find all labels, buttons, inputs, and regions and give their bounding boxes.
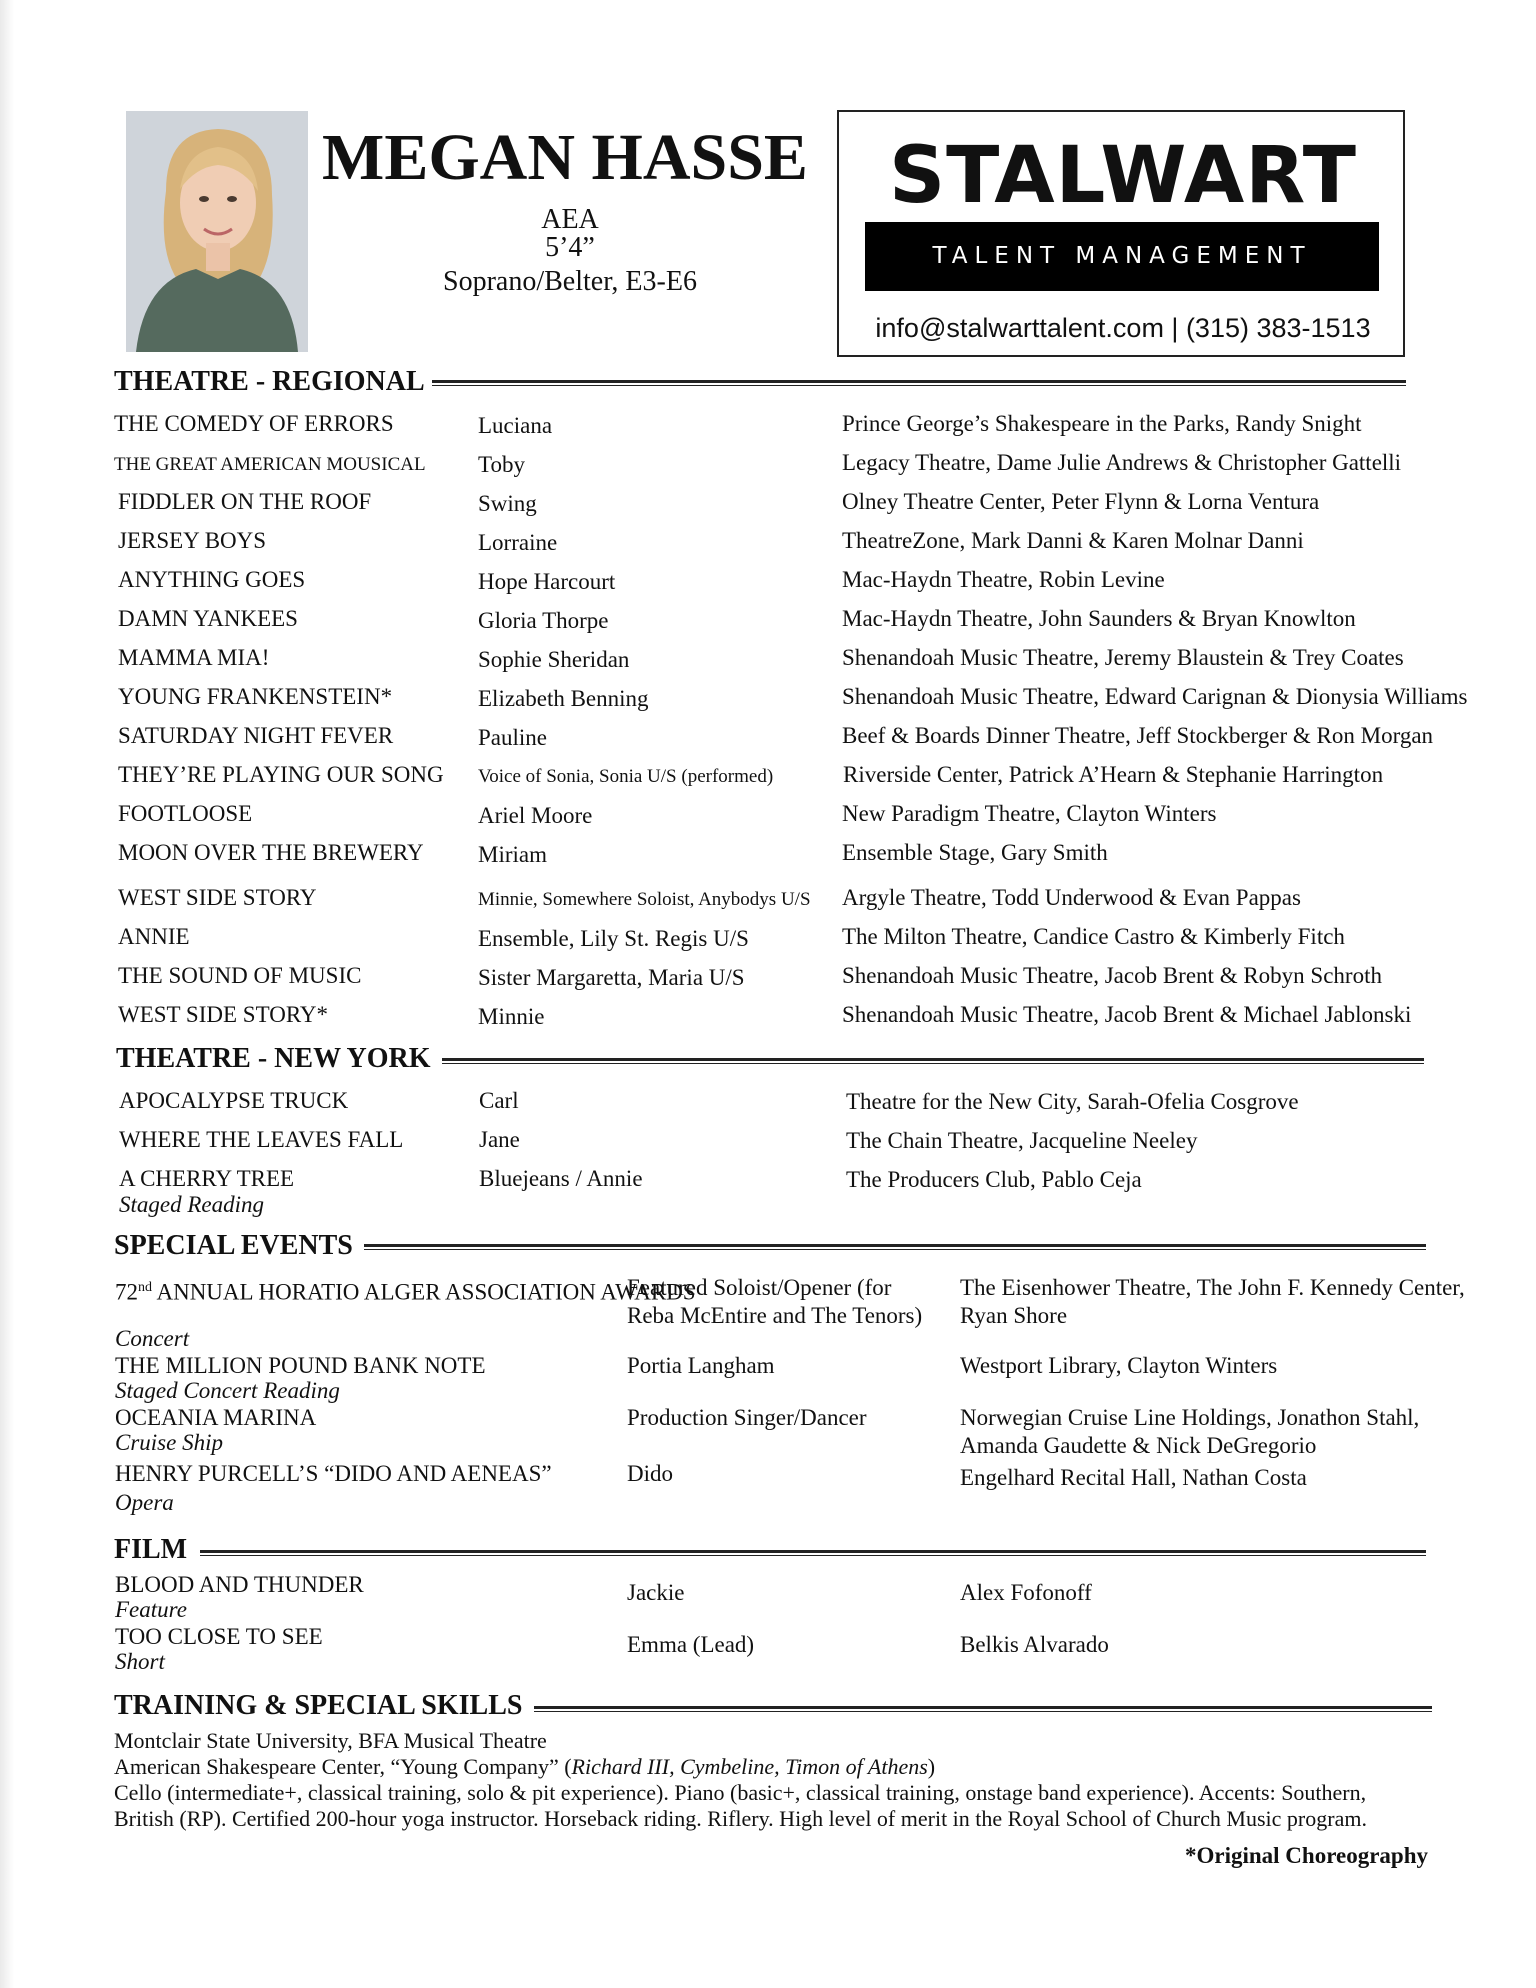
training-block xyxy=(114,1728,1424,1832)
page-edge-shadow xyxy=(0,0,14,1988)
credit-note: Concert xyxy=(115,1326,190,1351)
credit-show: YOUNG FRANKENSTEIN* xyxy=(118,684,393,709)
training-text: ) xyxy=(927,1754,936,1779)
credit-note: Feature xyxy=(115,1597,187,1622)
agency-tagline: TALENT MANAGEMENT xyxy=(865,222,1379,291)
credit-role: Minnie, Somewhere Soloist, Anybodys U/S xyxy=(478,889,811,910)
section-rule xyxy=(442,1058,1424,1061)
credit-show: MAMMA MIA! xyxy=(118,645,270,670)
credit-show: THEY’RE PLAYING OUR SONG xyxy=(118,762,444,787)
credit-show: WHERE THE LEAVES FALL xyxy=(119,1127,404,1152)
credit-role: Jane xyxy=(479,1127,520,1152)
credit-role: Carl xyxy=(479,1088,519,1113)
credit-show: TOO CLOSE TO SEE xyxy=(115,1624,323,1649)
agency-logo xyxy=(837,110,1405,357)
credit-show: THE COMEDY OF ERRORS xyxy=(114,411,394,436)
credit-note: Cruise Ship xyxy=(115,1430,223,1455)
training-plays: Richard III, Cymbeline, Timon of Athens xyxy=(571,1754,928,1779)
credit-show: FIDDLER ON THE ROOF xyxy=(118,489,372,514)
credit-venue: TheatreZone, Mark Danni & Karen Molnar Danni xyxy=(842,528,1304,553)
headshot-photo xyxy=(126,111,308,352)
credit-venue: The Milton Theatre, Candice Castro & Kimberly Fitch xyxy=(842,924,1345,949)
credit-show: ANNIE xyxy=(118,924,190,949)
credit-role: Featured Soloist/Opener (for Reba McEntire and The Tenors) xyxy=(627,1275,923,1328)
credit-role: Ariel Moore xyxy=(478,803,593,828)
section-heading-training: TRAINING & SPECIAL SKILLS xyxy=(114,1690,523,1721)
training-line: Montclair State University, BFA Musical Theatre xyxy=(114,1728,547,1753)
credit-venue: Shenandoah Music Theatre, Jeremy Blaustein & Trey Coates xyxy=(842,645,1404,670)
credit-venue: The Eisenhower Theatre, The John F. Kennedy Center, Ryan Shore xyxy=(960,1275,1465,1328)
credit-show: BLOOD AND THUNDER xyxy=(115,1572,364,1597)
credit-role: Elizabeth Benning xyxy=(478,686,649,711)
credit-role: Bluejeans / Annie xyxy=(479,1166,643,1191)
section-heading-film: FILM xyxy=(114,1534,188,1565)
section-rule xyxy=(432,380,1406,383)
agency-wordmark: STALWART xyxy=(888,131,1357,221)
credit-venue: Belkis Alvarado xyxy=(960,1632,1109,1657)
credit-show: THE GREAT AMERICAN MOUSICAL xyxy=(114,454,426,475)
credit-venue: Ensemble Stage, Gary Smith xyxy=(842,840,1108,865)
credit-show: MOON OVER THE BREWERY xyxy=(118,840,424,865)
credit-venue: New Paradigm Theatre, Clayton Winters xyxy=(842,801,1217,826)
credit-role: Minnie xyxy=(478,1004,545,1029)
credit-note: Staged Reading xyxy=(119,1192,264,1217)
credit-role: Lorraine xyxy=(478,530,558,555)
credit-show: DAMN YANKEES xyxy=(118,606,298,631)
credit-venue: Shenandoah Music Theatre, Jacob Brent & Robyn Schroth xyxy=(842,963,1382,988)
credit-venue: Alex Fofonoff xyxy=(960,1580,1092,1605)
training-line: British (RP). Certified 200-hour yoga instructor. Horseback riding. Riflery. High level of merit in the Royal School of Church Music program. xyxy=(114,1806,1367,1831)
credit-show: SATURDAY NIGHT FEVER xyxy=(118,723,394,748)
credit-note: Opera xyxy=(115,1490,174,1515)
credit-role: Sophie Sheridan xyxy=(478,647,630,672)
credit-role: Pauline xyxy=(478,725,547,750)
credit-show: JERSEY BOYS xyxy=(118,528,267,553)
credit-role: Sister Margaretta, Maria U/S xyxy=(478,965,745,990)
credit-venue: Engelhard Recital Hall, Nathan Costa xyxy=(960,1465,1307,1490)
credit-role: Gloria Thorpe xyxy=(478,608,609,633)
section-heading-newyork: THEATRE - NEW YORK xyxy=(116,1043,431,1074)
credit-show: WEST SIDE STORY xyxy=(118,885,317,910)
credit-venue: Shenandoah Music Theatre, Edward Carignan & Dionysia Williams xyxy=(842,684,1468,709)
credit-venue: The Producers Club, Pablo Ceja xyxy=(846,1167,1142,1192)
ordinal-number: 72 xyxy=(115,1279,138,1305)
ordinal-suffix: nd xyxy=(138,1280,152,1295)
credit-role: Ensemble, Lily St. Regis U/S xyxy=(478,926,749,951)
credit-venue: Theatre for the New City, Sarah-Ofelia Cosgrove xyxy=(846,1089,1299,1114)
union-affiliation: AEA xyxy=(541,204,599,235)
credit-venue: Shenandoah Music Theatre, Jacob Brent & Michael Jablonski xyxy=(842,1002,1412,1027)
credit-venue: Westport Library, Clayton Winters xyxy=(960,1353,1278,1378)
credit-venue: Mac-Haydn Theatre, John Saunders & Bryan Knowlton xyxy=(842,606,1356,631)
credit-venue: Beef & Boards Dinner Theatre, Jeff Stockberger & Ron Morgan xyxy=(842,723,1434,748)
credit-role: Voice of Sonia, Sonia U/S (performed) xyxy=(478,766,774,787)
credit-venue: Norwegian Cruise Line Holdings, Jonathon Stahl, Amanda Gaudette & Nick DeGregorio xyxy=(960,1405,1420,1458)
credit-venue: Olney Theatre Center, Peter Flynn & Lorna Ventura xyxy=(842,489,1320,514)
actor-name: MEGAN HASSE xyxy=(322,121,808,194)
footnote: *Original Choreography xyxy=(1184,1843,1428,1868)
credit-show: APOCALYPSE TRUCK xyxy=(119,1088,349,1113)
section-rule xyxy=(364,1244,1426,1247)
agency-contact[interactable]: info@stalwarttalent.com | (315) 383-1513 xyxy=(875,313,1371,343)
actor-details xyxy=(380,206,760,296)
credit-venue: Mac-Haydn Theatre, Robin Levine xyxy=(842,567,1165,592)
credit-venue: Prince George’s Shakespeare in the Parks, Randy Snight xyxy=(842,411,1362,436)
training-line: Cello (intermediate+, classical training, solo & pit experience). Piano (basic+, classical training, onstage band experience). Accents: Southern, xyxy=(114,1780,1367,1805)
credit-role: Toby xyxy=(478,452,525,477)
event-title: ANNUAL HORATIO ALGER ASSOCIATION AWARDS xyxy=(152,1279,696,1305)
credit-role: Luciana xyxy=(478,413,553,438)
credit-show: OCEANIA MARINA xyxy=(115,1405,317,1430)
credit-show: HENRY PURCELL’S “DIDO AND AENEAS” xyxy=(115,1461,552,1486)
credit-venue: Riverside Center, Patrick A’Hearn & Stephanie Harrington xyxy=(843,762,1384,787)
credit-note: Short xyxy=(115,1649,165,1674)
credit-venue: The Chain Theatre, Jacqueline Neeley xyxy=(846,1128,1198,1153)
section-heading-special: SPECIAL EVENTS xyxy=(114,1230,353,1261)
section-rule xyxy=(200,1550,1426,1553)
vocal-range: Soprano/Belter, E3-E6 xyxy=(443,266,697,297)
credit-role: Portia Langham xyxy=(627,1353,775,1378)
credit-show: A CHERRY TREE xyxy=(119,1166,295,1191)
credit-role: Hope Harcourt xyxy=(478,569,616,594)
credit-role: Jackie xyxy=(627,1580,685,1605)
credit-show: FOOTLOOSE xyxy=(118,801,253,826)
training-text: American Shakespeare Center, “Young Company” ( xyxy=(114,1754,572,1779)
credit-role: Dido xyxy=(627,1461,673,1486)
credit-role: Swing xyxy=(478,491,537,516)
section-heading-regional: THEATRE - REGIONAL xyxy=(114,366,425,397)
section-rule xyxy=(534,1706,1432,1709)
training-line xyxy=(114,1754,1424,1780)
credit-venue: Legacy Theatre, Dame Julie Andrews & Christopher Gattelli xyxy=(842,450,1402,475)
credit-show: THE MILLION POUND BANK NOTE xyxy=(115,1353,486,1378)
credit-show xyxy=(115,1274,696,1307)
actor-height: 5’4” xyxy=(545,232,595,263)
credit-venue: Argyle Theatre, Todd Underwood & Evan Pappas xyxy=(842,885,1301,910)
credit-show: THE SOUND OF MUSIC xyxy=(118,963,362,988)
credit-role: Emma (Lead) xyxy=(627,1632,755,1657)
credit-show: ANYTHING GOES xyxy=(118,567,306,592)
credit-show: WEST SIDE STORY* xyxy=(118,1002,329,1027)
credit-role: Production Singer/Dancer xyxy=(627,1405,867,1430)
credit-note: Staged Concert Reading xyxy=(115,1378,340,1403)
credit-role: Miriam xyxy=(478,842,547,867)
